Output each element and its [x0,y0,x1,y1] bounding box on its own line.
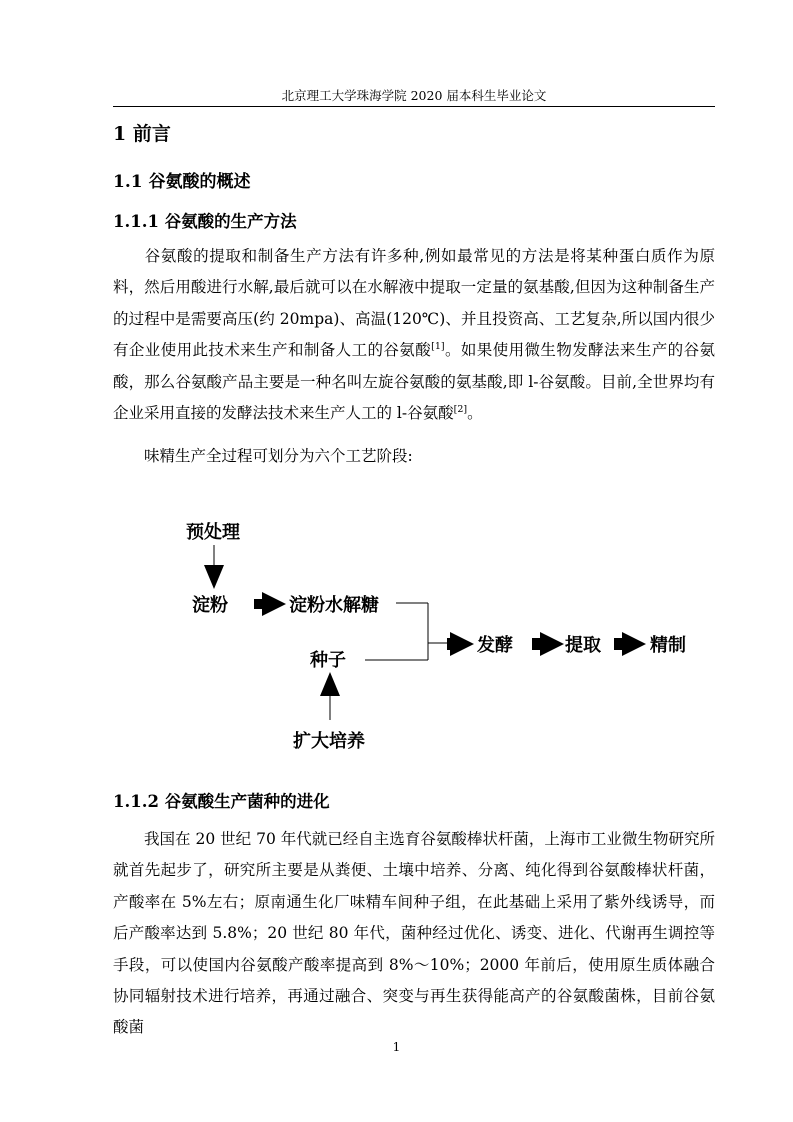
arrow-down-icon [204,565,224,589]
subsection-heading-strain-evolution: 1.1.2 谷氨酸生产菌种的进化 [113,792,330,811]
arrow-right-icon [614,632,646,656]
node-pretreatment: 预处理 [186,522,240,543]
subsection-heading-production-methods: 1.1.1 谷氨酸的生产方法 [113,212,297,231]
paragraph-text: 味精生产全过程可划分为六个工艺阶段: [144,447,413,465]
node-starch-hydrolysate: 淀粉水解糖 [289,595,379,616]
paragraph-strain-evolution [113,824,715,1044]
node-extraction: 提取 [565,635,601,656]
paragraph-text-part-3: 。 [467,404,483,423]
running-header: 北京理工大学珠海学院 2020 届本科生毕业论文 [281,88,547,103]
arrow-up-icon [320,672,340,696]
arrow-right-icon [532,632,564,656]
node-seed: 种子 [310,650,346,671]
node-refining: 精制 [650,635,686,656]
paragraph-text-part-2: 。如果使用微生物发酵法来生产的谷氨酸，那么谷氨酸产品主要是一种名叫左旋谷氨酸的氨基酸,即 l-谷氨酸。目前,全世界均有企业采用直接的发酵法技术来生产人工的 l-谷氨酸 [113,341,715,423]
page-number: 1 [392,1040,401,1054]
paragraph-text-part-1: 谷氨酸的提取和制备生产方法有许多种,例如最常见的方法是将某种蛋白质作为原料，然后用酸进行水解,最后就可以在水解液中提取一定量的氨基酸,但因为这种制备生产的过程中是需要高压(约 20mpa)、高温(120℃)、并且投资高、工艺复杂,所以国内很少有企业使用此技术来生产和制备人工的谷氨酸 [113,247,715,360]
paragraph-text: 我国在 20 世纪 70 年代就已经自主选育谷氨酸棒状杆菌，上海市工业微生物研究所就首先起步了，研究所主要是从粪便、土壤中培养、分离、纯化得到谷氨酸棒状杆菌，产酸率在 5%左右；原南通生化厂味精车间种子组，在此基础上采用了紫外线诱导，而后产酸率达到 5.8%；20 世纪 80 年代，菌种经过优化、诱变、进化、代谢再生调控等手段，可以使国内谷氨酸产酸率提高到 8%～10%；2000 年前后，使用原生质体融合协同辐射技术进行培养，再通过融合、突变与再生获得能高产的谷氨酸菌株，目前谷氨酸菌 [113,830,715,1037]
arrow-right-icon [447,632,474,656]
chapter-heading: 1 前言 [113,123,171,145]
node-fermentation: 发酵 [477,635,513,656]
citation-2: [2] [453,404,468,416]
node-starch: 淀粉 [192,595,228,616]
section-heading: 1.1 谷氨酸的概述 [113,172,251,192]
arrow-right-icon [254,592,286,616]
node-expansion-culture: 扩大培养 [293,731,365,752]
citation-1: [1] [431,341,445,353]
